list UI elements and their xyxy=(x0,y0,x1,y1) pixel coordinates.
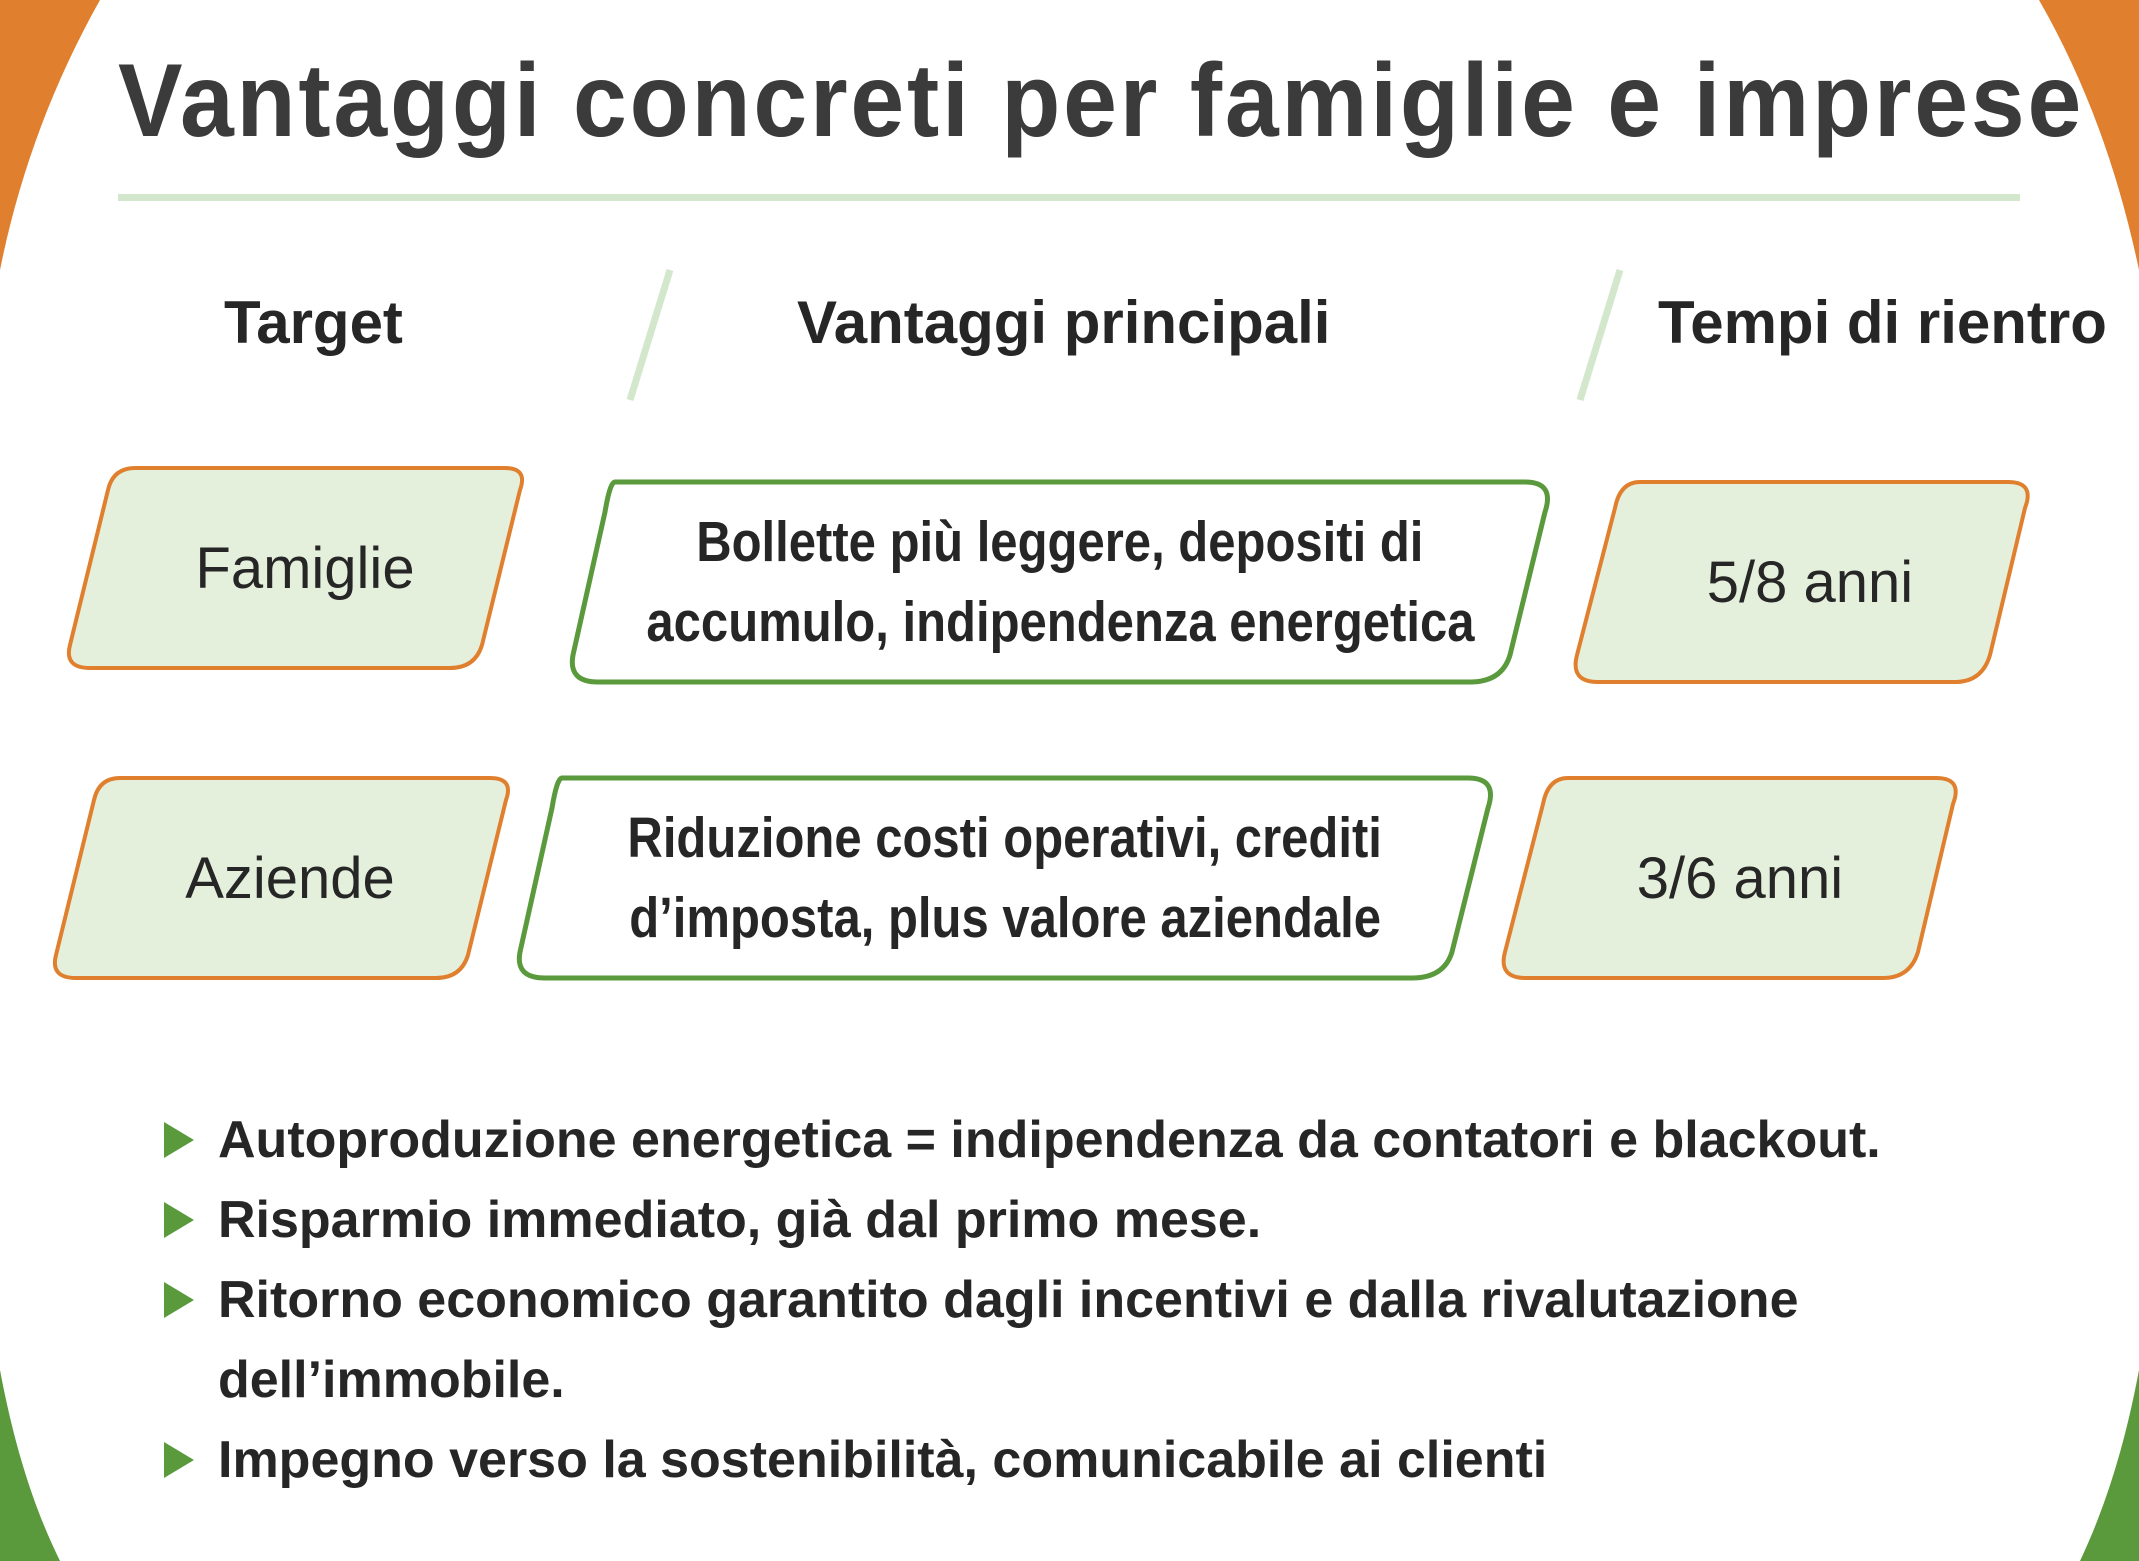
green-triangle-bullet-icon xyxy=(164,1282,194,1318)
corner-orange-top-left xyxy=(0,0,100,270)
green-triangle-bullet-icon xyxy=(164,1202,194,1238)
green-triangle-bullet-icon xyxy=(164,1122,194,1158)
benefit-line-2: d’imposta, plus valore aziendale xyxy=(629,886,1381,950)
bullet-text: Autoproduzione energetica = indipendenza da contatori e blackout. xyxy=(218,1111,1881,1169)
benefit-text-aziende xyxy=(525,778,1485,978)
green-triangle-bullet-icon xyxy=(164,1442,194,1478)
column-divider-2 xyxy=(1580,270,1620,400)
list-item-continuation xyxy=(160,1340,2060,1420)
page-title: Vantaggi concreti per famiglie e imprese xyxy=(118,43,2085,159)
corner-green-bottom-right xyxy=(2080,1370,2139,1561)
column-header-payback: Tempi di rientro xyxy=(1658,289,2107,356)
list-item xyxy=(160,1180,2060,1260)
benefit-line-1: Bollette più leggere, depositi di xyxy=(696,510,1424,574)
bullet-text: dell’immobile. xyxy=(218,1351,565,1409)
payback-value-aziende: 3/6 anni xyxy=(1636,845,1844,911)
column-divider-1 xyxy=(630,270,670,400)
benefits-bullet-list xyxy=(160,1100,2060,1500)
column-header-target: Target xyxy=(224,289,403,356)
payback-value-famiglie: 5/8 anni xyxy=(1706,549,1914,615)
list-item xyxy=(160,1420,2060,1500)
target-label-aziende: Aziende xyxy=(185,845,395,911)
benefit-line-2: accumulo, indipendenza energetica xyxy=(645,590,1475,654)
title-underline xyxy=(118,194,2020,201)
target-label-famiglie: Famiglie xyxy=(195,535,415,601)
bullet-text: Ritorno economico garantito dagli incentivi e dalla rivalutazione xyxy=(218,1271,1799,1329)
corner-green-bottom-left xyxy=(0,1370,60,1561)
bullet-text: Impegno verso la sostenibilità, comunicabile ai clienti xyxy=(218,1431,1548,1489)
list-item xyxy=(160,1100,2060,1180)
column-header-benefits: Vantaggi principali xyxy=(797,289,1331,356)
benefit-line-1: Riduzione costi operativi, crediti xyxy=(627,806,1383,870)
bullet-text: Risparmio immediato, già dal primo mese. xyxy=(218,1191,1262,1249)
benefit-text-famiglie xyxy=(580,482,1540,682)
list-item xyxy=(160,1260,2060,1340)
